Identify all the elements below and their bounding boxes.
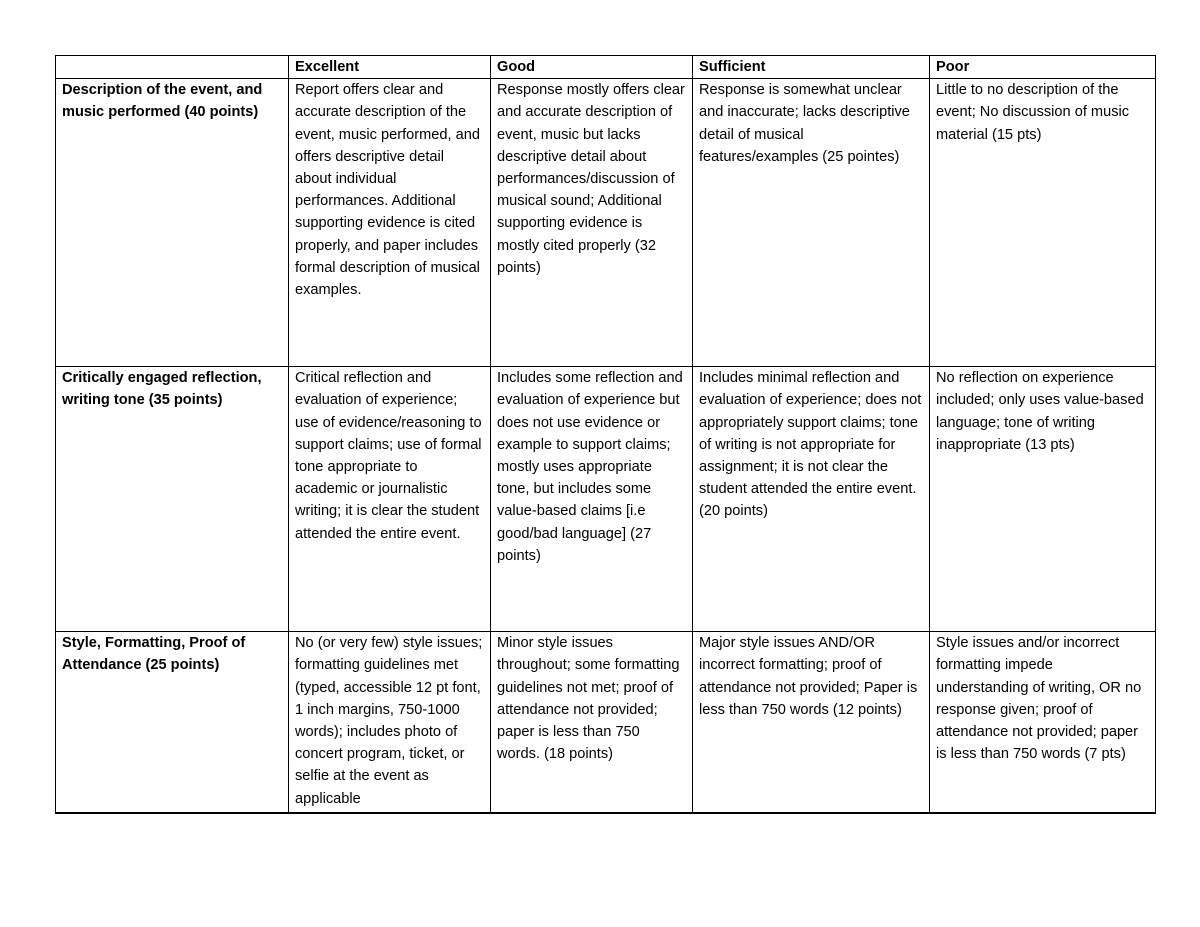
header-cell-poor: Poor [930,56,1156,79]
rubric-table [55,55,1156,814]
good-cell: Response mostly offers clear and accurate description of event, music but lacks descriptive detail about performances/discussion of musical sound; Additional supporting evidence is mostly cited properly (32 points) [491,79,693,367]
header-cell-criterion [56,56,289,79]
criterion-cell: Description of the event, and music performed (40 points) [56,79,289,367]
excellent-cell: No (or very few) style issues; formatting guidelines met (typed, accessible 12 pt font, 1 inch margins, 750-1000 words); includes photo of concert program, ticket, or selfie at the event as applicable [289,632,491,814]
poor-cell: Style issues and/or incorrect formatting impede understanding of writing, OR no response given; proof of attendance not provided; paper is less than 750 words (7 pts) [930,632,1156,814]
header-cell-good: Good [491,56,693,79]
sufficient-cell: Major style issues AND/OR incorrect formatting; proof of attendance not provided; Paper is less than 750 words (12 points) [693,632,930,814]
table-row [56,367,1156,632]
poor-cell: Little to no description of the event; No discussion of music material (15 pts) [930,79,1156,367]
sufficient-cell: Response is somewhat unclear and inaccurate; lacks descriptive detail of musical features/examples (25 pointes) [693,79,930,367]
table-row [56,79,1156,367]
criterion-cell: Style, Formatting, Proof of Attendance (25 points) [56,632,289,814]
header-cell-sufficient: Sufficient [693,56,930,79]
excellent-cell: Report offers clear and accurate description of the event, music performed, and offers descriptive detail about individual performances. Additional supporting evidence is cited properly, and paper includes formal description of musical examples. [289,79,491,367]
criterion-cell: Critically engaged reflection, writing tone (35 points) [56,367,289,632]
table-row [56,632,1156,814]
good-cell: Includes some reflection and evaluation of experience but does not use evidence or example to support claims; mostly uses appropriate tone, but includes some value-based claims [i.e good/bad language] (27 points) [491,367,693,632]
poor-cell: No reflection on experience included; only uses value-based language; tone of writing inappropriate (13 pts) [930,367,1156,632]
excellent-cell: Critical reflection and evaluation of experience; use of evidence/reasoning to support claims; use of formal tone appropriate to academic or journalistic writing; it is clear the student attended the entire event. [289,367,491,632]
good-cell: Minor style issues throughout; some formatting guidelines not met; proof of attendance not provided; paper is less than 750 words. (18 points) [491,632,693,814]
header-row [56,56,1156,79]
header-cell-excellent: Excellent [289,56,491,79]
sufficient-cell: Includes minimal reflection and evaluation of experience; does not appropriately support claims; tone of writing is not appropriate for assignment; it is not clear the student attended the entire event. (20 points) [693,367,930,632]
